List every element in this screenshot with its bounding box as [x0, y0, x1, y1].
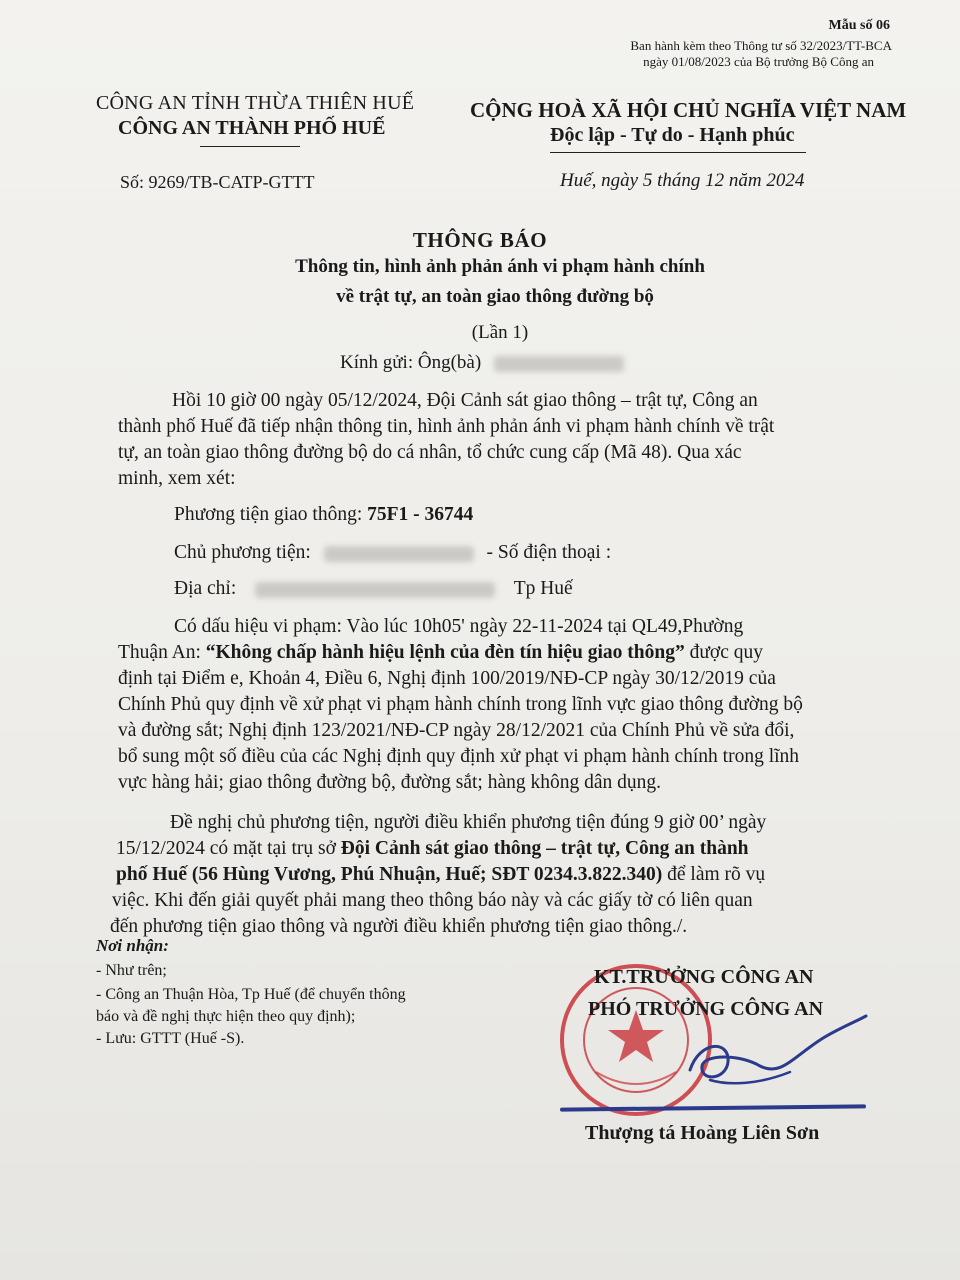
signature-title-line1: KT.TRƯỞNG CÔNG AN — [594, 966, 814, 988]
intro-line-1: Hồi 10 giờ 00 ngày 05/12/2024, Đội Cảnh sát giao thông – trật tự, Công an — [172, 390, 758, 411]
address-label: Địa chỉ: — [174, 578, 237, 599]
greeting-text: Kính gửi: Ông(bà) — [340, 352, 482, 373]
agency-parent: CÔNG AN TỈNH THỪA THIÊN HUẾ — [96, 92, 415, 114]
redacted-address — [255, 582, 495, 598]
request-line-1: Đề nghị chủ phương tiện, người điều khiển phương tiện đúng 9 giờ 00’ ngày — [170, 812, 767, 833]
request-line-3-tail: để làm rõ vụ — [662, 864, 766, 885]
redacted-recipient-name — [494, 356, 624, 372]
agency-underline — [200, 146, 300, 147]
intro-line-3: tự, an toàn giao thông đường bộ do cá nhân, tổ chức cung cấp (Mã 48). Qua xác — [118, 442, 742, 463]
date-line: Huế, ngày 5 tháng 12 năm 2024 — [560, 170, 805, 191]
owner-line — [174, 540, 611, 566]
signer-name: Thượng tá Hoàng Liên Sơn — [585, 1122, 820, 1144]
violation-line-3: định tại Điểm e, Khoản 4, Điều 6, Nghị định 100/2019/NĐ-CP ngày 30/12/2019 của — [118, 668, 776, 689]
agency-name: CÔNG AN THÀNH PHỐ HUẾ — [118, 117, 386, 139]
owner-label: Chủ phương tiện: — [174, 542, 311, 563]
receiver-item-1: - Như trên; — [96, 962, 167, 979]
violation-line-6: bổ sung một số điều của các Nghị định quy định xử phạt vi phạm hành chính trong lĩnh — [118, 746, 800, 767]
violation-line-7: vực hàng hải; giao thông đường bộ, đường sắt; hàng không dân dụng. — [118, 772, 662, 793]
request-line-3 — [116, 862, 765, 888]
issue-number: (Lần 1) — [471, 322, 529, 343]
motto-underline — [550, 152, 806, 153]
violation-line-1: Có dấu hiệu vi phạm: Vào lúc 10h05' ngày 22-11-2024 tại QL49,Phường — [174, 616, 744, 637]
intro-line-4: minh, xem xét: — [118, 468, 236, 489]
intro-line-2: thành phố Huế đã tiếp nhận thông tin, hình ảnh phản ánh vi phạm hành chính về trật — [118, 416, 775, 437]
vehicle-label: Phương tiện giao thông: — [174, 504, 368, 525]
request-office: Đội Cảnh sát giao thông – trật tự, Công an thành — [340, 838, 749, 859]
address-line — [174, 576, 573, 602]
address-city: Tp Huế — [513, 578, 573, 599]
document-subtitle-line2: về trật tự, an toàn giao thông đường bộ — [336, 286, 654, 307]
vehicle-plate: 75F1 - 36744 — [367, 504, 474, 525]
phone-label: - Số điện thoại : — [486, 542, 612, 563]
form-reference-line1: Ban hành kèm theo Thông tư số 32/2023/TT-BCA — [630, 38, 892, 53]
form-reference-line2: ngày 01/08/2023 của Bộ trưởng Bộ Công an — [643, 54, 874, 69]
signature-title-line2: PHÓ TRƯỞNG CÔNG AN — [588, 998, 824, 1020]
greeting — [340, 352, 624, 374]
receiver-item-2: - Công an Thuận Hòa, Tp Huế (để chuyển thông — [96, 986, 406, 1003]
violation-line-4: Chính Phủ quy định về xử phạt vi phạm hành chính trong lĩnh vực giao thông đường bộ — [118, 694, 803, 715]
receiver-item-3: báo và đề nghị thực hiện theo quy định); — [96, 1008, 356, 1025]
vehicle-line — [174, 502, 473, 528]
document-number: Số: 9269/TB-CATP-GTTT — [120, 172, 315, 192]
redacted-owner-name — [324, 546, 474, 562]
receivers-heading: Nơi nhận: — [96, 936, 169, 955]
request-date: 15/12/2024 có mặt tại trụ sở — [116, 838, 341, 859]
request-line-5: đến phương tiện giao thông và người điều khiển phương tiện giao thông./. — [110, 916, 688, 937]
violation-description: “Không chấp hành hiệu lệnh của đèn tín hiệu giao thông” — [205, 642, 685, 663]
violation-line-5: và đường sắt; Nghị định 123/2021/NĐ-CP ngày 28/12/2021 của Chính Phủ về sửa đổi, — [118, 720, 795, 741]
violation-line-2 — [118, 640, 763, 666]
nation-title: CỘNG HOÀ XÃ HỘI CHỦ NGHĨA VIỆT NAM — [470, 98, 907, 122]
request-office-address: phố Huế (56 Hùng Vương, Phú Nhuận, Huế; SĐT 0234.3.822.340) — [116, 864, 663, 885]
receiver-item-4: - Lưu: GTTT (Huế -S). — [96, 1030, 245, 1047]
form-number: Mẫu số 06 — [828, 18, 890, 33]
request-line-2 — [116, 836, 749, 862]
document-subtitle-line1: Thông tin, hình ảnh phản ánh vi phạm hành chính — [295, 256, 705, 277]
request-line-4: việc. Khi đến giải quyết phải mang theo thông báo này và các giấy tờ có liên quan — [112, 890, 753, 911]
violation-location: Thuận An: — [118, 642, 206, 663]
national-motto: Độc lập - Tự do - Hạnh phúc — [550, 124, 795, 146]
violation-line-2-tail: được quy — [684, 642, 764, 663]
handwritten-signature-icon — [670, 1010, 870, 1100]
document-title: THÔNG BÁO — [412, 228, 548, 252]
